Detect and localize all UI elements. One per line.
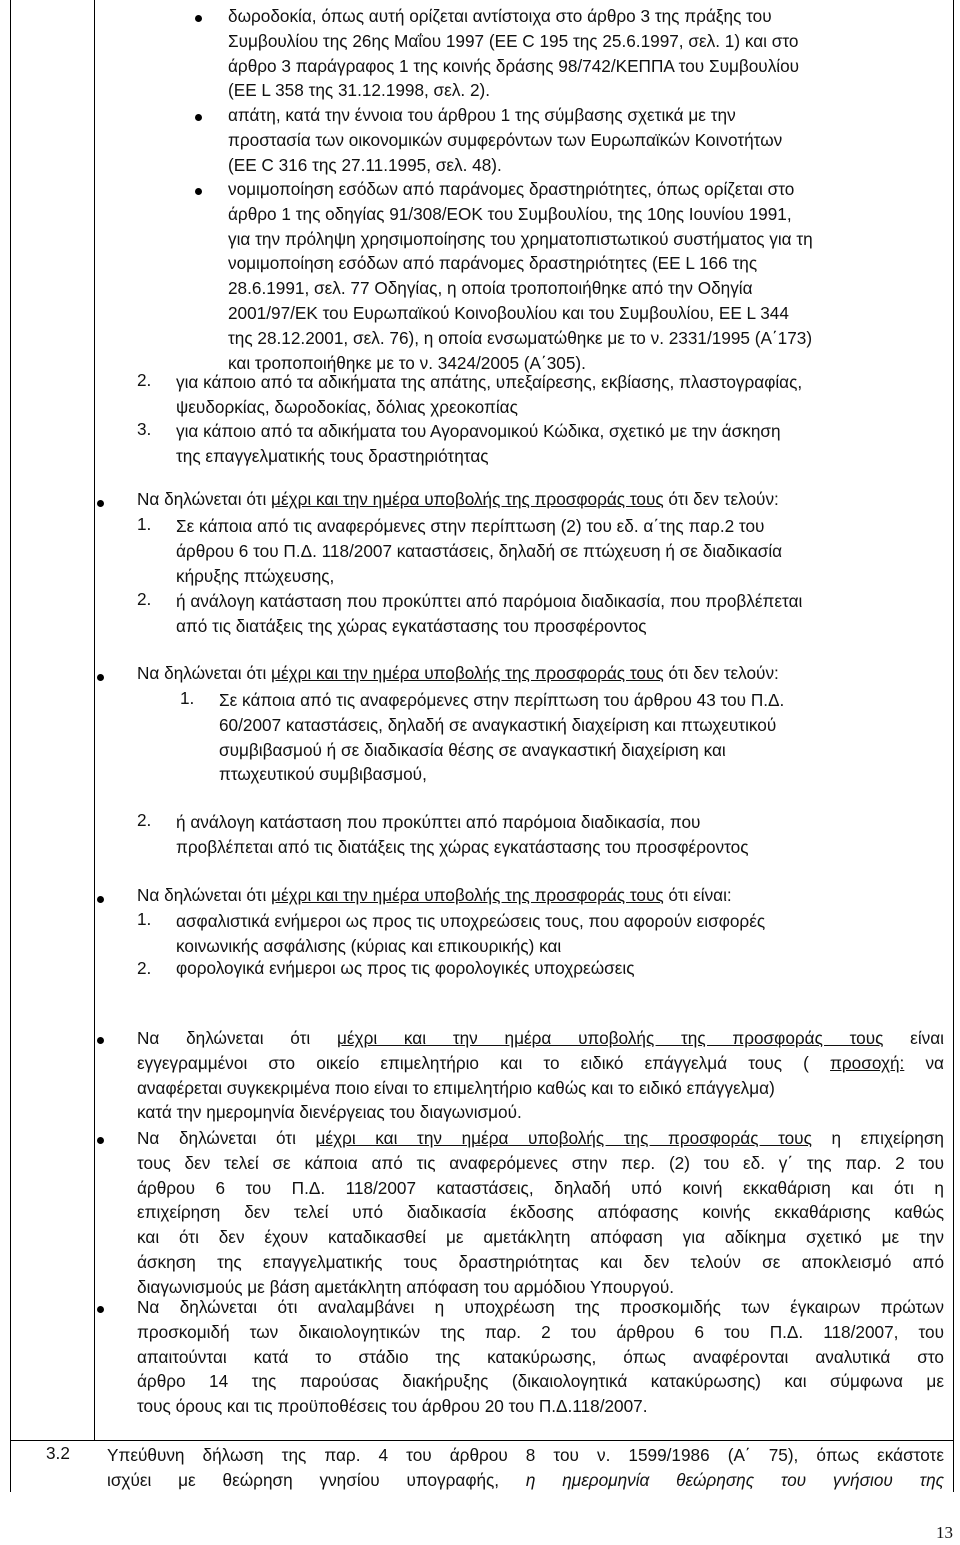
text-line: συμβιβασμού ή σε διαδικασία θέσης σε αναγκαστική διαχείριση και (219, 739, 726, 760)
section-c-item-2: φορολογικά ενήμεροι ως προς τις φορολογικές υποχρεώσεις (176, 958, 635, 978)
section-b-item-1 (219, 688, 944, 787)
text-line: 60/2007 καταστάσεις, δηλαδή σε αναγκαστική διαχείριση και πτωχευτικού (219, 714, 777, 735)
bullet-icon (97, 674, 104, 681)
decl-suffix: ότι δεν τελούν: (663, 489, 779, 509)
text-line: άσκηση της επαγγελματικής τους δραστηριότητας και δεν τελούν σε αποκλεισμό από (137, 1251, 944, 1272)
bullet-paragraph-bribery (228, 4, 944, 103)
text-line: άρθρου 6 του Π.Δ. 118/2007 καταστάσεις, δηλαδή υπό κοινή εκκαθάριση και ότι η (137, 1177, 944, 1198)
bullet-paragraph-fraud (228, 103, 944, 177)
list-number: 3. (137, 419, 152, 439)
text-line: άρθρου 6 του Π.Δ. 118/2007 καταστάσεις, δηλαδή σε πτώχευση ή σε διαδικασία (176, 540, 783, 561)
list-number: 2. (137, 589, 152, 609)
text-line: προβλέπεται από τις διατάξεις της χώρας εγκατάστασης του προσφέροντος (176, 836, 749, 857)
table-right-border (953, 0, 954, 1492)
section-number: 3.2 (46, 1443, 70, 1463)
bullet-icon (195, 114, 202, 121)
list-number: 1. (137, 909, 152, 929)
line-text: να (904, 1052, 944, 1073)
line-text: ισχύει με θεώρηση γνησίου υπογραφής, (107, 1469, 526, 1490)
text-line: από τις διατάξεις της χώρας εγκατάστασης του προσφέροντος (176, 615, 647, 636)
section-c-item-1 (176, 909, 944, 959)
text-line: άρθρο 3 παράγραφος 1 της κοινής δράσης 98/742/ΚΕΠΠΑ του Συμβουλίου (228, 55, 800, 76)
text-line (137, 1126, 944, 1151)
text-line: απάτη, κατά την έννοια του άρθρου 1 της σύμβασης σχετικά με την (228, 105, 736, 125)
text-line: τους όρους και τις προϋποθέσεις του άρθρου 20 του Π.Δ.118/2007. (137, 1396, 648, 1417)
bullet-icon (97, 1137, 104, 1144)
decl-underlined: μέχρι και την ημέρα υποβολής της προσφοράς τους (271, 663, 664, 683)
decl-prefix: Να δηλώνεται ότι (137, 1028, 337, 1048)
list-number: 1. (137, 514, 152, 534)
text-line: τους δεν τελεί σε κάποια από τις αναφερόμενες στην περ. (2) του εδ. γ΄ της παρ. 2 του (137, 1152, 944, 1173)
declaration-heading-b (137, 663, 779, 684)
attention-underlined: προσοχή: (830, 1052, 905, 1073)
page-number: 13 (936, 1523, 953, 1542)
text-line: ή ανάλογη κατάσταση που προκύπτει από παρόμοια διαδικασία, που προβλέπεται (176, 591, 803, 611)
bullet-icon (97, 1306, 104, 1313)
table-row-divider (10, 1440, 954, 1441)
decl-prefix: Να δηλώνεται ότι (137, 1128, 316, 1148)
decl-suffix: ότι είναι: (663, 885, 732, 905)
list-number: 2. (137, 810, 152, 830)
text-line: κήρυξης πτώχευσης, (176, 565, 335, 586)
bullet-icon (195, 15, 202, 22)
text-line: προστασία των οικονομικών συμφερόντων των Ευρωπαϊκών Κοινοτήτων (228, 129, 783, 150)
text-line: 2001/97/ΕΚ του Ευρωπαϊκού Κοινοβουλίου και του Συμβουλίου, ΕΕ L 344 (228, 302, 789, 323)
text-line: αναφέρεται συγκεκριμένα ποιο είναι το επιμελητήριο καθώς και το ειδικό επάγγελμα) (137, 1077, 775, 1098)
text-line: Υπεύθυνη δήλωση της παρ. 4 του άρθρου 8 του ν. 1599/1986 (Α΄ 75), όπως εκάστοτε (107, 1445, 944, 1465)
text-line: Να δηλώνεται ότι αναλαμβάνει η υποχρέωση της προσκομιδής των έγκαιρων πρώτων (137, 1297, 944, 1317)
list-number: 2. (137, 370, 152, 390)
list-number: 1. (180, 688, 195, 708)
text-line: (ΕΕ C 316 της 27.11.1995, σελ. 48). (228, 154, 502, 175)
line-text: εγγεγραμμένοι στο οικείο επιμελητήριο και το ειδικό επάγγελμά τους ( (137, 1052, 831, 1073)
italic-text: η ημερομηνία θεώρησης του γνήσιου της (525, 1469, 944, 1490)
text-line: της 28.12.2001, σελ. 76), η οποία ενσωματώθηκε με το ν. 2331/1995 (Α΄173) (228, 327, 813, 348)
text-line: άρθρο 1 της οδηγίας 91/308/ΕΟΚ του Συμβουλίου, της 10ης Ιουνίου 1991, (228, 203, 792, 224)
text-line: απαιτούνται κατά το στάδιο της κατακύρωσης, όπως αναφέρονται αναλυτικά στο (137, 1346, 944, 1367)
decl-prefix: Να δηλώνεται ότι (137, 663, 272, 683)
text-line: και ότι δεν έχουν καταδικασθεί με αμετάκλητη απόφαση για αδίκημα σχετικό με την (137, 1227, 944, 1248)
decl-underlined: μέχρι και την ημέρα υποβολής της προσφοράς τους (315, 1128, 812, 1148)
text-line: της επαγγελματικής τους δραστηριότητας (176, 445, 489, 466)
text-line: (ΕΕ L 358 της 31.12.1998, σελ. 2). (228, 80, 491, 101)
decl-underlined: μέχρι και την ημέρα υποβολής της προσφοράς τους (271, 885, 664, 905)
text-line (137, 1051, 944, 1076)
text-line: για κάποιο από τα αδικήματα του Αγορανομικού Κώδικα, σχετικό με την άσκηση (176, 421, 781, 441)
text-line: ασφαλιστικά ενήμεροι ως προς τις υποχρεώσεις τους, που αφορούν εισφορές (176, 911, 766, 931)
text-line: ψευδορκίας, δωροδοκίας, δόλιας χρεοκοπίας (176, 396, 518, 417)
text-line: διαγωνισμούς με βάση αμετάκλητη απόφαση του αρμόδιου Υπουργού. (137, 1276, 675, 1297)
text-line: νομιμοποίηση εσόδων από παράνομες δραστηριότητες (ΕΕ L 166 της (228, 253, 758, 274)
list-number: 2. (137, 958, 152, 978)
section-d-paragraph (137, 1026, 944, 1125)
section-e-paragraph (137, 1126, 944, 1300)
text-line: κατά την ημερομηνία διενέργειας του διαγωνισμού. (137, 1102, 522, 1123)
decl-suffix: είναι (883, 1028, 945, 1048)
text-line: 28.6.1991, σελ. 77 Οδηγίας, η οποία τροποποιήθηκε από την Οδηγία (228, 278, 753, 299)
decl-underlined: μέχρι και την ημέρα υποβολής της προσφοράς τους (271, 489, 664, 509)
numbered-item-market-code (176, 419, 944, 469)
section-b-item-2 (176, 810, 944, 860)
text-line: προσκομιδή των δικαιολογητικών της παρ. 2 του άρθρου 6 του Π.Δ. 118/2007, του (137, 1321, 944, 1342)
text-line: Σε κάποια από τις αναφερόμενες στην περίπτωση του άρθρου 43 του Π.Δ. (219, 690, 785, 710)
text-line: Συμβουλίου της 26ης Μαΐου 1997 (ΕΕ C 195 της 25.6.1997, σελ. 1) και στο (228, 30, 799, 51)
decl-prefix: Να δηλώνεται ότι (137, 885, 272, 905)
text-line: πτωχευτικού συμβιβασμού, (219, 764, 427, 785)
bullet-paragraph-money-laundering (228, 177, 944, 375)
text-line (107, 1468, 944, 1493)
bullet-icon (195, 188, 202, 195)
decl-suffix: ότι δεν τελούν: (663, 663, 779, 683)
text-line: και τροποποιήθηκε με το ν. 3424/2005 (Α΄305). (228, 352, 586, 373)
text-line: ή ανάλογη κατάσταση που προκύπτει από παρόμοια διαδικασία, που (176, 812, 701, 832)
section-a-item-1 (176, 514, 944, 588)
text-line (137, 1026, 944, 1051)
decl-prefix: Να δηλώνεται ότι (137, 489, 272, 509)
text-line: νομιμοποίηση εσόδων από παράνομες δραστηριότητες, όπως ορίζεται στο (228, 179, 795, 199)
section-a-item-2 (176, 589, 944, 639)
numbered-item-offenses (176, 370, 944, 420)
declaration-heading-a (137, 489, 779, 510)
text-line: άρθρο 14 της παρούσας διακήρυξης (δικαιολογητικά κατακύρωσης) και σύμφωνα με (137, 1371, 944, 1392)
text-line: δωροδοκία, όπως αυτή ορίζεται αντίστοιχα στο άρθρο 3 της πράξης του (228, 6, 772, 26)
text-line: για κάποιο από τα αδικήματα της απάτης, υπεξαίρεσης, εκβίασης, πλαστογραφίας, (176, 372, 803, 392)
decl-underlined: μέχρι και την ημέρα υποβολής της προσφοράς τους (336, 1028, 884, 1048)
table-left-border (10, 0, 11, 1492)
bullet-icon (97, 896, 104, 903)
text-line: επιχείρηση δεν τελεί υπό διαδικασία έκδοσης απόφασης κοινής εκκαθάρισης καθώς (137, 1202, 944, 1223)
text-line: Σε κάποια από τις αναφερόμενες στην περίπτωση (2) του εδ. α΄της παρ.2 του (176, 516, 765, 536)
bullet-icon (97, 500, 104, 507)
text-line: κοινωνικής ασφάλισης (κύριας και επικουρικής) και (176, 935, 562, 956)
text-line: για την πρόληψη χρησιμοποίησης του χρηματοπιστωτικού συστήματος για τη (228, 228, 813, 249)
section-3-2-paragraph (107, 1443, 944, 1493)
section-f-paragraph (137, 1295, 944, 1419)
declaration-heading-c (137, 885, 732, 906)
bullet-icon (97, 1037, 104, 1044)
decl-suffix: η επιχείρηση (811, 1128, 944, 1148)
table-column-divider (94, 0, 95, 1440)
